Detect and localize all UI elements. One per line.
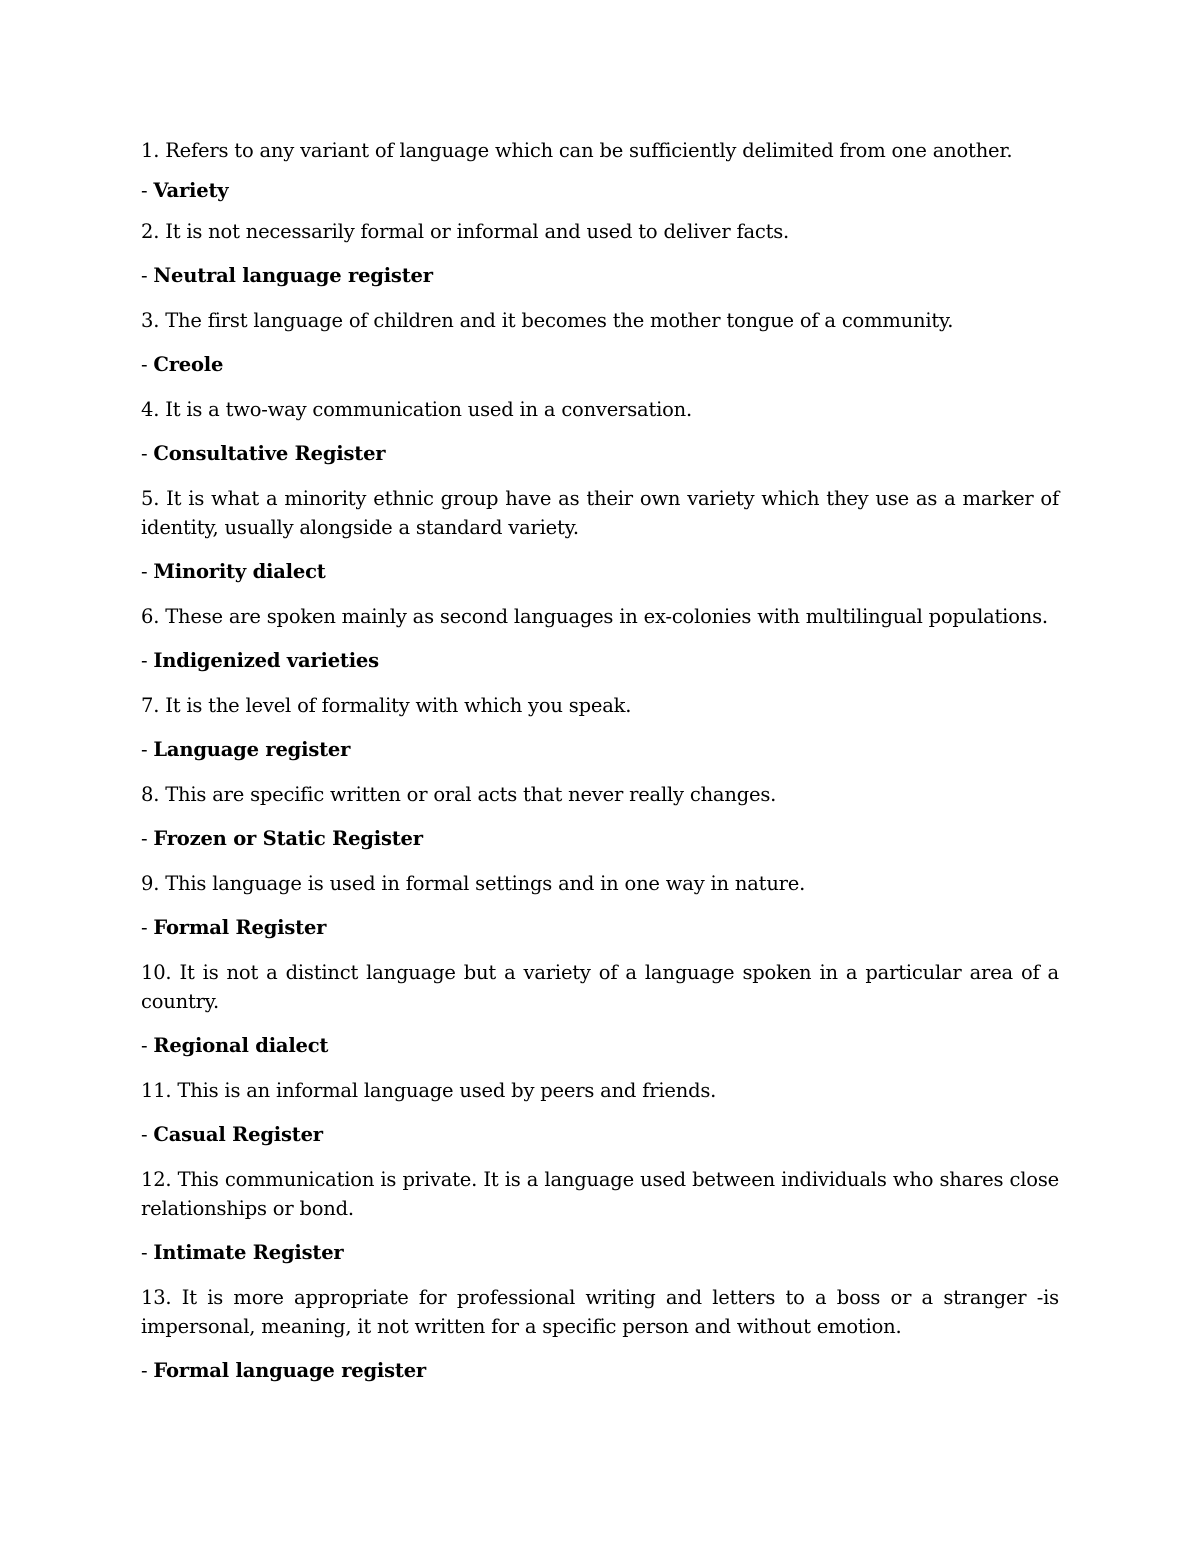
- qa-item-10: [141, 958, 1059, 1060]
- answer-dash: -: [141, 353, 154, 376]
- question-text: 9. This language is used in formal settings and in one way in nature.: [141, 872, 806, 895]
- answer-term: Frozen or Static Register: [153, 827, 423, 850]
- qa-item-2: [141, 217, 1059, 290]
- qa-item-4: [141, 395, 1059, 468]
- question-text: 10. It is not a distinct language but a variety of a language spoken in a particular area of a country.: [141, 961, 1059, 1013]
- answer-line: [141, 913, 1059, 942]
- answer-line: [141, 1120, 1059, 1149]
- answer-dash: -: [141, 649, 154, 672]
- answer-dash: -: [141, 916, 154, 939]
- qa-list: [141, 136, 1059, 1401]
- answer-term: Indigenized varieties: [153, 649, 379, 672]
- qa-item-5: [141, 484, 1059, 586]
- answer-term: Neutral language register: [153, 264, 433, 287]
- answer-line: [141, 1031, 1059, 1060]
- answer-term: Minority dialect: [153, 560, 326, 583]
- question-text: 13. It is more appropriate for professional writing and letters to a boss or a stranger -is impersonal, meaning, it not written for a specific person and without emotion.: [141, 1286, 1059, 1338]
- qa-item-13: [141, 1283, 1059, 1385]
- question-text: 1. Refers to any variant of language which can be sufficiently delimited from one another.: [141, 139, 1013, 162]
- answer-line: [141, 646, 1059, 675]
- answer-term: Formal language register: [153, 1359, 426, 1382]
- answer-dash: -: [141, 827, 154, 850]
- answer-line: [141, 557, 1059, 586]
- answer-line: [141, 735, 1059, 764]
- answer-line: [141, 261, 1059, 290]
- qa-item-9: [141, 869, 1059, 942]
- qa-item-12: [141, 1165, 1059, 1267]
- answer-dash: -: [141, 264, 154, 287]
- answer-dash: -: [141, 1359, 154, 1382]
- question-text: 4. It is a two-way communication used in a conversation.: [141, 398, 693, 421]
- question-text: 6. These are spoken mainly as second languages in ex-colonies with multilingual populations.: [141, 605, 1048, 628]
- question-text: 2. It is not necessarily formal or informal and used to deliver facts.: [141, 220, 790, 243]
- question-text: 7. It is the level of formality with which you speak.: [141, 694, 632, 717]
- qa-item-1: [141, 136, 1059, 205]
- answer-term: Language register: [153, 738, 351, 761]
- answer-dash: -: [141, 1241, 154, 1264]
- answer-dash: -: [141, 442, 154, 465]
- answer-line: [141, 439, 1059, 468]
- question-text: 5. It is what a minority ethnic group have as their own variety which they use as a marker of identity, usually alongside a standard variety.: [141, 487, 1059, 539]
- qa-item-3: [141, 306, 1059, 379]
- qa-item-6: [141, 602, 1059, 675]
- answer-line: [141, 1238, 1059, 1267]
- answer-term: Intimate Register: [153, 1241, 344, 1264]
- question-text: 12. This communication is private. It is a language used between individuals who shares close relationships or bond.: [141, 1168, 1059, 1220]
- answer-dash: -: [141, 738, 154, 761]
- answer-dash: -: [141, 560, 154, 583]
- answer-dash: -: [141, 1034, 154, 1057]
- answer-term: Creole: [153, 353, 224, 376]
- question-text: 11. This is an informal language used by peers and friends.: [141, 1079, 717, 1102]
- answer-term: Regional dialect: [153, 1034, 329, 1057]
- answer-dash: -: [141, 1123, 154, 1146]
- answer-line: [141, 1356, 1059, 1385]
- answer-term: Consultative Register: [153, 442, 386, 465]
- qa-item-8: [141, 780, 1059, 853]
- question-text: 3. The first language of children and it becomes the mother tongue of a community.: [141, 309, 954, 332]
- answer-term: Variety: [153, 179, 229, 202]
- answer-line: [141, 824, 1059, 853]
- answer-dash: -: [141, 179, 154, 202]
- answer-term: Formal Register: [153, 916, 327, 939]
- answer-term: Casual Register: [153, 1123, 323, 1146]
- question-text: 8. This are specific written or oral acts that never really changes.: [141, 783, 777, 806]
- qa-item-11: [141, 1076, 1059, 1149]
- qa-item-7: [141, 691, 1059, 764]
- answer-line: [141, 176, 1059, 205]
- answer-line: [141, 350, 1059, 379]
